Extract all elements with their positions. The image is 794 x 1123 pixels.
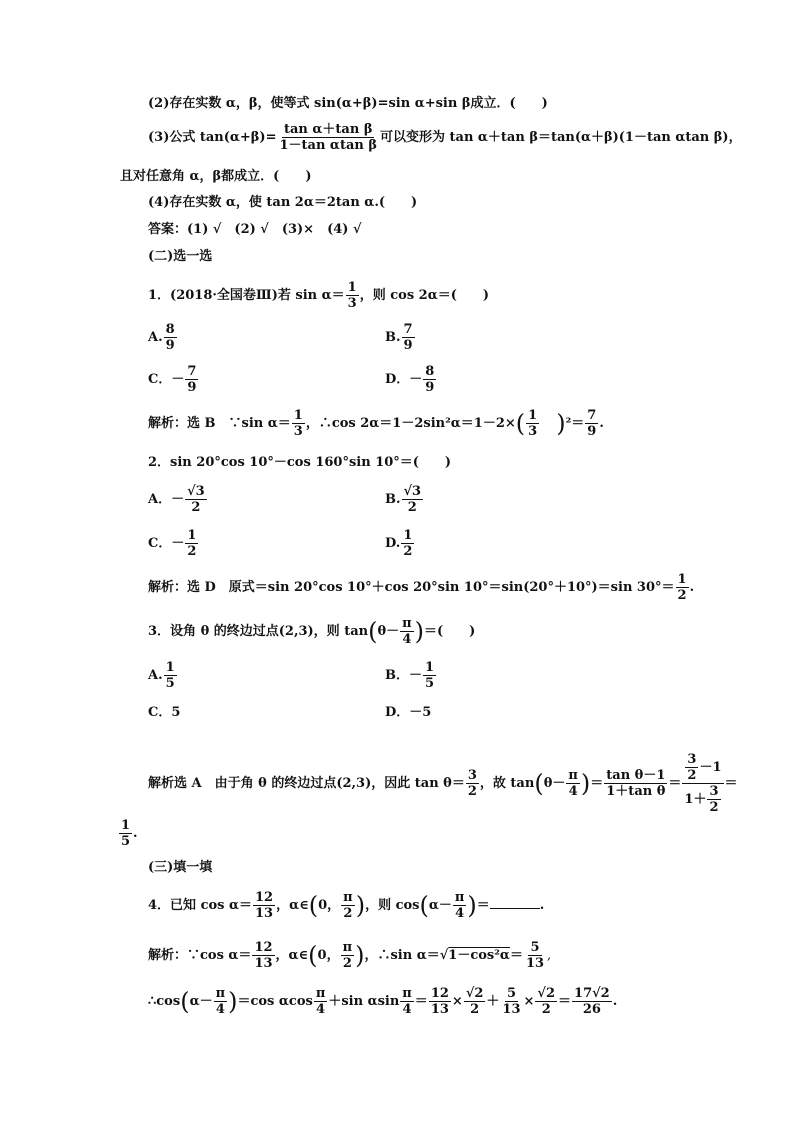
- equals: ＝: [558, 994, 572, 1009]
- num: π: [342, 940, 353, 955]
- den: 2: [467, 784, 477, 799]
- den: 2: [343, 906, 353, 921]
- den: 13: [255, 906, 274, 921]
- frac-1-5: [164, 660, 177, 691]
- den: 2: [687, 768, 697, 783]
- problem-3-lead: 3．设角 θ 的终边过点(2,3)，则 tan: [148, 624, 369, 639]
- plus: ＋: [486, 994, 500, 1009]
- statement-3-lead: (3)公式 tan(α+β)=: [148, 130, 277, 145]
- num: 8: [165, 322, 175, 337]
- option-2a: [148, 484, 208, 515]
- problem-4-lead: 4．已知 cos α＝: [148, 898, 253, 913]
- den: 2: [470, 1002, 480, 1017]
- in-symbol: ，α∈: [276, 898, 309, 913]
- frac-one-third: [346, 280, 359, 311]
- solution-3-mid: ，故 tan: [479, 776, 535, 791]
- den: 3: [293, 424, 303, 439]
- frac-12-13: [252, 940, 274, 971]
- frac-8-9: [423, 364, 436, 395]
- num: 1: [677, 572, 687, 587]
- zero-comma: 0，: [317, 948, 340, 963]
- option-1c: [148, 364, 199, 395]
- frac-12-13: [429, 986, 451, 1017]
- num: 7: [403, 322, 413, 337]
- num: 12: [255, 890, 274, 905]
- option-2b: [385, 484, 424, 515]
- right-paren: ): [580, 769, 591, 798]
- therefore-cos: ∴cos: [148, 994, 181, 1009]
- problem-1: [148, 280, 489, 311]
- den: 26: [582, 1002, 601, 1017]
- statement-3: [148, 122, 742, 153]
- num: √2: [537, 986, 556, 1001]
- section-fill: (三)填一填: [148, 860, 213, 875]
- den: 4: [215, 1002, 225, 1017]
- frac-7-9: [585, 408, 598, 439]
- problem-4: [148, 890, 544, 921]
- period: .: [689, 580, 695, 595]
- times: ×: [451, 994, 463, 1009]
- frac-1-2: [676, 572, 689, 603]
- right-paren: ): [355, 891, 366, 920]
- solution-3-result: [118, 818, 138, 849]
- right-paren: ): [414, 617, 425, 646]
- num: π: [402, 986, 412, 1001]
- frac-1-5: [423, 660, 436, 691]
- left-paren: (: [515, 409, 526, 438]
- frac-3-2: [685, 752, 698, 783]
- num: π: [454, 890, 465, 905]
- frac-pi-2: [341, 890, 355, 921]
- problem-1-lead: 1．(2018·全国卷Ⅲ)若 sin α＝: [148, 288, 345, 303]
- num: 3: [687, 752, 697, 767]
- alpha-minus: α－: [189, 994, 213, 1009]
- equals: ＝: [476, 898, 490, 913]
- den: 4: [402, 632, 412, 647]
- option-label: B.: [385, 492, 401, 507]
- den: [682, 784, 723, 815]
- den: 5: [165, 676, 175, 691]
- statement-2: (2)存在实数 α，β，使等式 sin(α+β)=sin α+sin β成立．( ): [148, 96, 548, 111]
- frac-complex: [682, 752, 723, 815]
- den: 2: [342, 956, 352, 971]
- option-3c: C．5: [148, 705, 181, 720]
- solution-4-line2: [148, 986, 617, 1017]
- times: ×: [523, 994, 535, 1009]
- solution-2-text: 解析：选 D 原式＝sin 20°cos 10°＋cos 20°sin 10°＝sin(20°＋10°)＝sin 30°＝: [148, 580, 675, 595]
- num: 17√2: [574, 986, 610, 1001]
- num: tan θ－1: [606, 768, 666, 783]
- option-1b: [385, 322, 416, 353]
- equals: ＝: [414, 994, 428, 1009]
- frac-12-13: [253, 890, 275, 921]
- frac-1-2: [401, 528, 414, 559]
- den: 9: [425, 380, 435, 395]
- option-label: A．－: [148, 492, 185, 507]
- period: .: [599, 416, 604, 431]
- problem-1-tail: ，则 cos 2α＝( ): [359, 288, 490, 303]
- frac-pi-4: [566, 768, 580, 799]
- frac-one-third: [526, 408, 539, 439]
- in-symbol: ，α∈: [275, 948, 309, 963]
- tan-sum-fraction: [277, 122, 379, 153]
- option-label: C．－: [148, 536, 185, 551]
- solution-4-mid: ，∴sin α＝: [364, 948, 440, 963]
- left-paren: (: [180, 987, 190, 1016]
- den: 9: [165, 338, 175, 353]
- problem-3: [148, 616, 475, 647]
- option-label: A.: [148, 668, 163, 683]
- den: 4: [316, 1002, 326, 1017]
- frac-r3-2: [185, 484, 207, 515]
- option-1d: [385, 364, 437, 395]
- option-1a: [148, 322, 178, 353]
- num: π: [402, 616, 412, 631]
- solution-1: [148, 408, 604, 439]
- num: 1: [121, 818, 131, 833]
- solution-4-lead: 解析：∵cos α＝: [148, 948, 252, 963]
- expansion-b: ＋sin αsin: [328, 994, 400, 1009]
- den: 13: [502, 1002, 521, 1017]
- section-choose: (二)选一选: [148, 249, 213, 264]
- den: 2: [191, 500, 201, 515]
- den: 2: [403, 544, 413, 559]
- num: π: [343, 890, 353, 905]
- den: 3: [347, 296, 357, 311]
- frac-1-2: [185, 528, 198, 559]
- sqrt-radicand: 1－cos²α: [448, 948, 510, 963]
- frac-3-2: [466, 768, 479, 799]
- frac-pi-4: [400, 986, 414, 1017]
- den: 2: [541, 1002, 551, 1017]
- frac-pi-4: [453, 890, 467, 921]
- option-label: A.: [148, 330, 163, 345]
- expansion-a: ＝cos αcos: [237, 994, 313, 1009]
- frac-1-5: [119, 818, 132, 849]
- frac-r2-2: [535, 986, 557, 1017]
- option-label: B．－: [385, 668, 422, 683]
- left-paren: (: [308, 891, 319, 920]
- frac-pi-2: [341, 940, 355, 971]
- tan-sum-den: 1－tan αtan β: [279, 138, 377, 153]
- solution-2: [148, 572, 694, 603]
- den: 4: [402, 1002, 412, 1017]
- period: .: [612, 994, 618, 1009]
- period: .: [539, 898, 545, 913]
- option-3b: [385, 660, 437, 691]
- option-label: C．－: [148, 372, 185, 387]
- theta-minus: θ－: [377, 624, 400, 639]
- equals: ＝: [668, 776, 682, 791]
- frac-5-13: [524, 940, 546, 971]
- den: 2: [677, 588, 687, 603]
- den: 9: [587, 424, 597, 439]
- num: √2: [465, 986, 484, 1001]
- frac-8-9: [164, 322, 177, 353]
- one-plus: 1＋: [684, 792, 707, 807]
- num: √3: [187, 484, 205, 499]
- den: 9: [187, 380, 197, 395]
- frac-pi-4: [314, 986, 328, 1017]
- left-paren: (: [534, 769, 544, 798]
- problem-4-mid: ，则 cos: [365, 898, 420, 913]
- right-paren: ): [228, 987, 238, 1016]
- equals: ＝: [590, 776, 604, 791]
- den: 4: [568, 784, 578, 799]
- answer-blank[interactable]: [490, 895, 540, 909]
- frac-r3-2: [402, 484, 424, 515]
- solution-1-eq: ²＝: [565, 416, 585, 431]
- left-paren: (: [419, 891, 429, 920]
- period: .: [133, 826, 138, 841]
- statement-3-cont: 且对任意角 α，β都成立．( ): [120, 169, 312, 184]
- num: 7: [187, 364, 197, 379]
- option-label: D.: [385, 536, 401, 551]
- option-label: D．－: [385, 372, 423, 387]
- frac-one-third: [292, 408, 305, 439]
- num: 5: [506, 986, 516, 1001]
- num: 3: [467, 768, 477, 783]
- den: 2: [187, 544, 197, 559]
- option-3a: [148, 660, 178, 691]
- num: π: [215, 986, 226, 1001]
- frac-tan-expression: [604, 768, 667, 799]
- frac-pi-4: [400, 616, 414, 647]
- solution-1-mid: ，∴cos 2α＝1－2sin²α＝1－2×: [305, 416, 516, 431]
- left-paren: (: [368, 617, 378, 646]
- num: 3: [709, 784, 719, 799]
- statement-4: (4)存在实数 α，使 tan 2α＝2tan α.( ): [148, 195, 418, 210]
- problem-2: 2．sin 20°cos 10°－cos 160°sin 10°＝( ): [148, 455, 452, 470]
- equals: ＝: [509, 948, 523, 963]
- num: 1: [293, 408, 303, 423]
- num: 1: [187, 528, 197, 543]
- den: 9: [403, 338, 413, 353]
- num: 8: [425, 364, 435, 379]
- den: 13: [430, 1002, 449, 1017]
- num: 1: [347, 280, 357, 295]
- frac-17r2-26: [572, 986, 612, 1017]
- option-2c: [148, 528, 199, 559]
- zero-comma: 0，: [318, 898, 341, 913]
- right-paren: ): [355, 941, 365, 970]
- equals: ＝: [724, 776, 738, 791]
- right-paren: ): [556, 409, 566, 438]
- frac-7-9: [185, 364, 198, 395]
- num: 1: [528, 408, 538, 423]
- num: √3: [403, 484, 422, 499]
- solution-3: [148, 752, 738, 815]
- den: 5: [121, 834, 131, 849]
- right-paren: ): [467, 891, 477, 920]
- den: 5: [425, 676, 435, 691]
- answer-line: 答案：(1) √ (2) √ (3)× (4) √: [148, 222, 362, 237]
- statement-3-tail: 可以变形为 tan α＋tan β＝tan(α＋β)(1－tan αtan β)，: [379, 130, 742, 145]
- option-label: B.: [385, 330, 401, 345]
- option-2d: [385, 528, 415, 559]
- den: 1＋tan θ: [606, 784, 666, 799]
- tan-sum-num: tan α＋tan β: [284, 122, 373, 137]
- den: 3: [528, 424, 538, 439]
- frac-r2-2: [464, 986, 486, 1017]
- frac-pi-4: [214, 986, 228, 1017]
- num: 1: [165, 660, 175, 675]
- num: 1: [425, 660, 435, 675]
- num: [682, 752, 723, 784]
- alpha-minus: α－: [428, 898, 452, 913]
- num: 5: [530, 940, 540, 955]
- frac-5-13: [500, 986, 522, 1017]
- solution-4: 解析：∵cos α＝ $\frac{12}{13}$ ，α∈(0， $\frac{\pi}{2}$ )，∴sin α＝√1－cos²α＝ $\frac{5}{13}$ ,: [148, 940, 552, 971]
- num: 1: [403, 528, 413, 543]
- minus-one: －1: [699, 760, 722, 775]
- num: 12: [254, 940, 273, 955]
- den: 4: [455, 906, 465, 921]
- problem-3-tail: ＝( ): [424, 624, 476, 639]
- den: 13: [525, 956, 545, 971]
- solution-3-lead: 解析选 A 由于角 θ 的终边过点(2,3)，因此 tan θ＝: [148, 776, 465, 791]
- option-3d: D．－5: [385, 705, 432, 720]
- solution-1-lead: 解析：选 B ∵sin α＝: [148, 416, 291, 431]
- frac-3-2: [707, 784, 720, 815]
- den: 13: [254, 956, 273, 971]
- den: 2: [709, 800, 719, 815]
- num: π: [315, 986, 326, 1001]
- theta-minus: θ－: [543, 776, 566, 791]
- left-paren: (: [308, 941, 318, 970]
- num: 12: [430, 986, 449, 1001]
- num: 7: [587, 408, 597, 423]
- num: π: [568, 768, 578, 783]
- den: 2: [407, 500, 417, 515]
- frac-7-9: [402, 322, 415, 353]
